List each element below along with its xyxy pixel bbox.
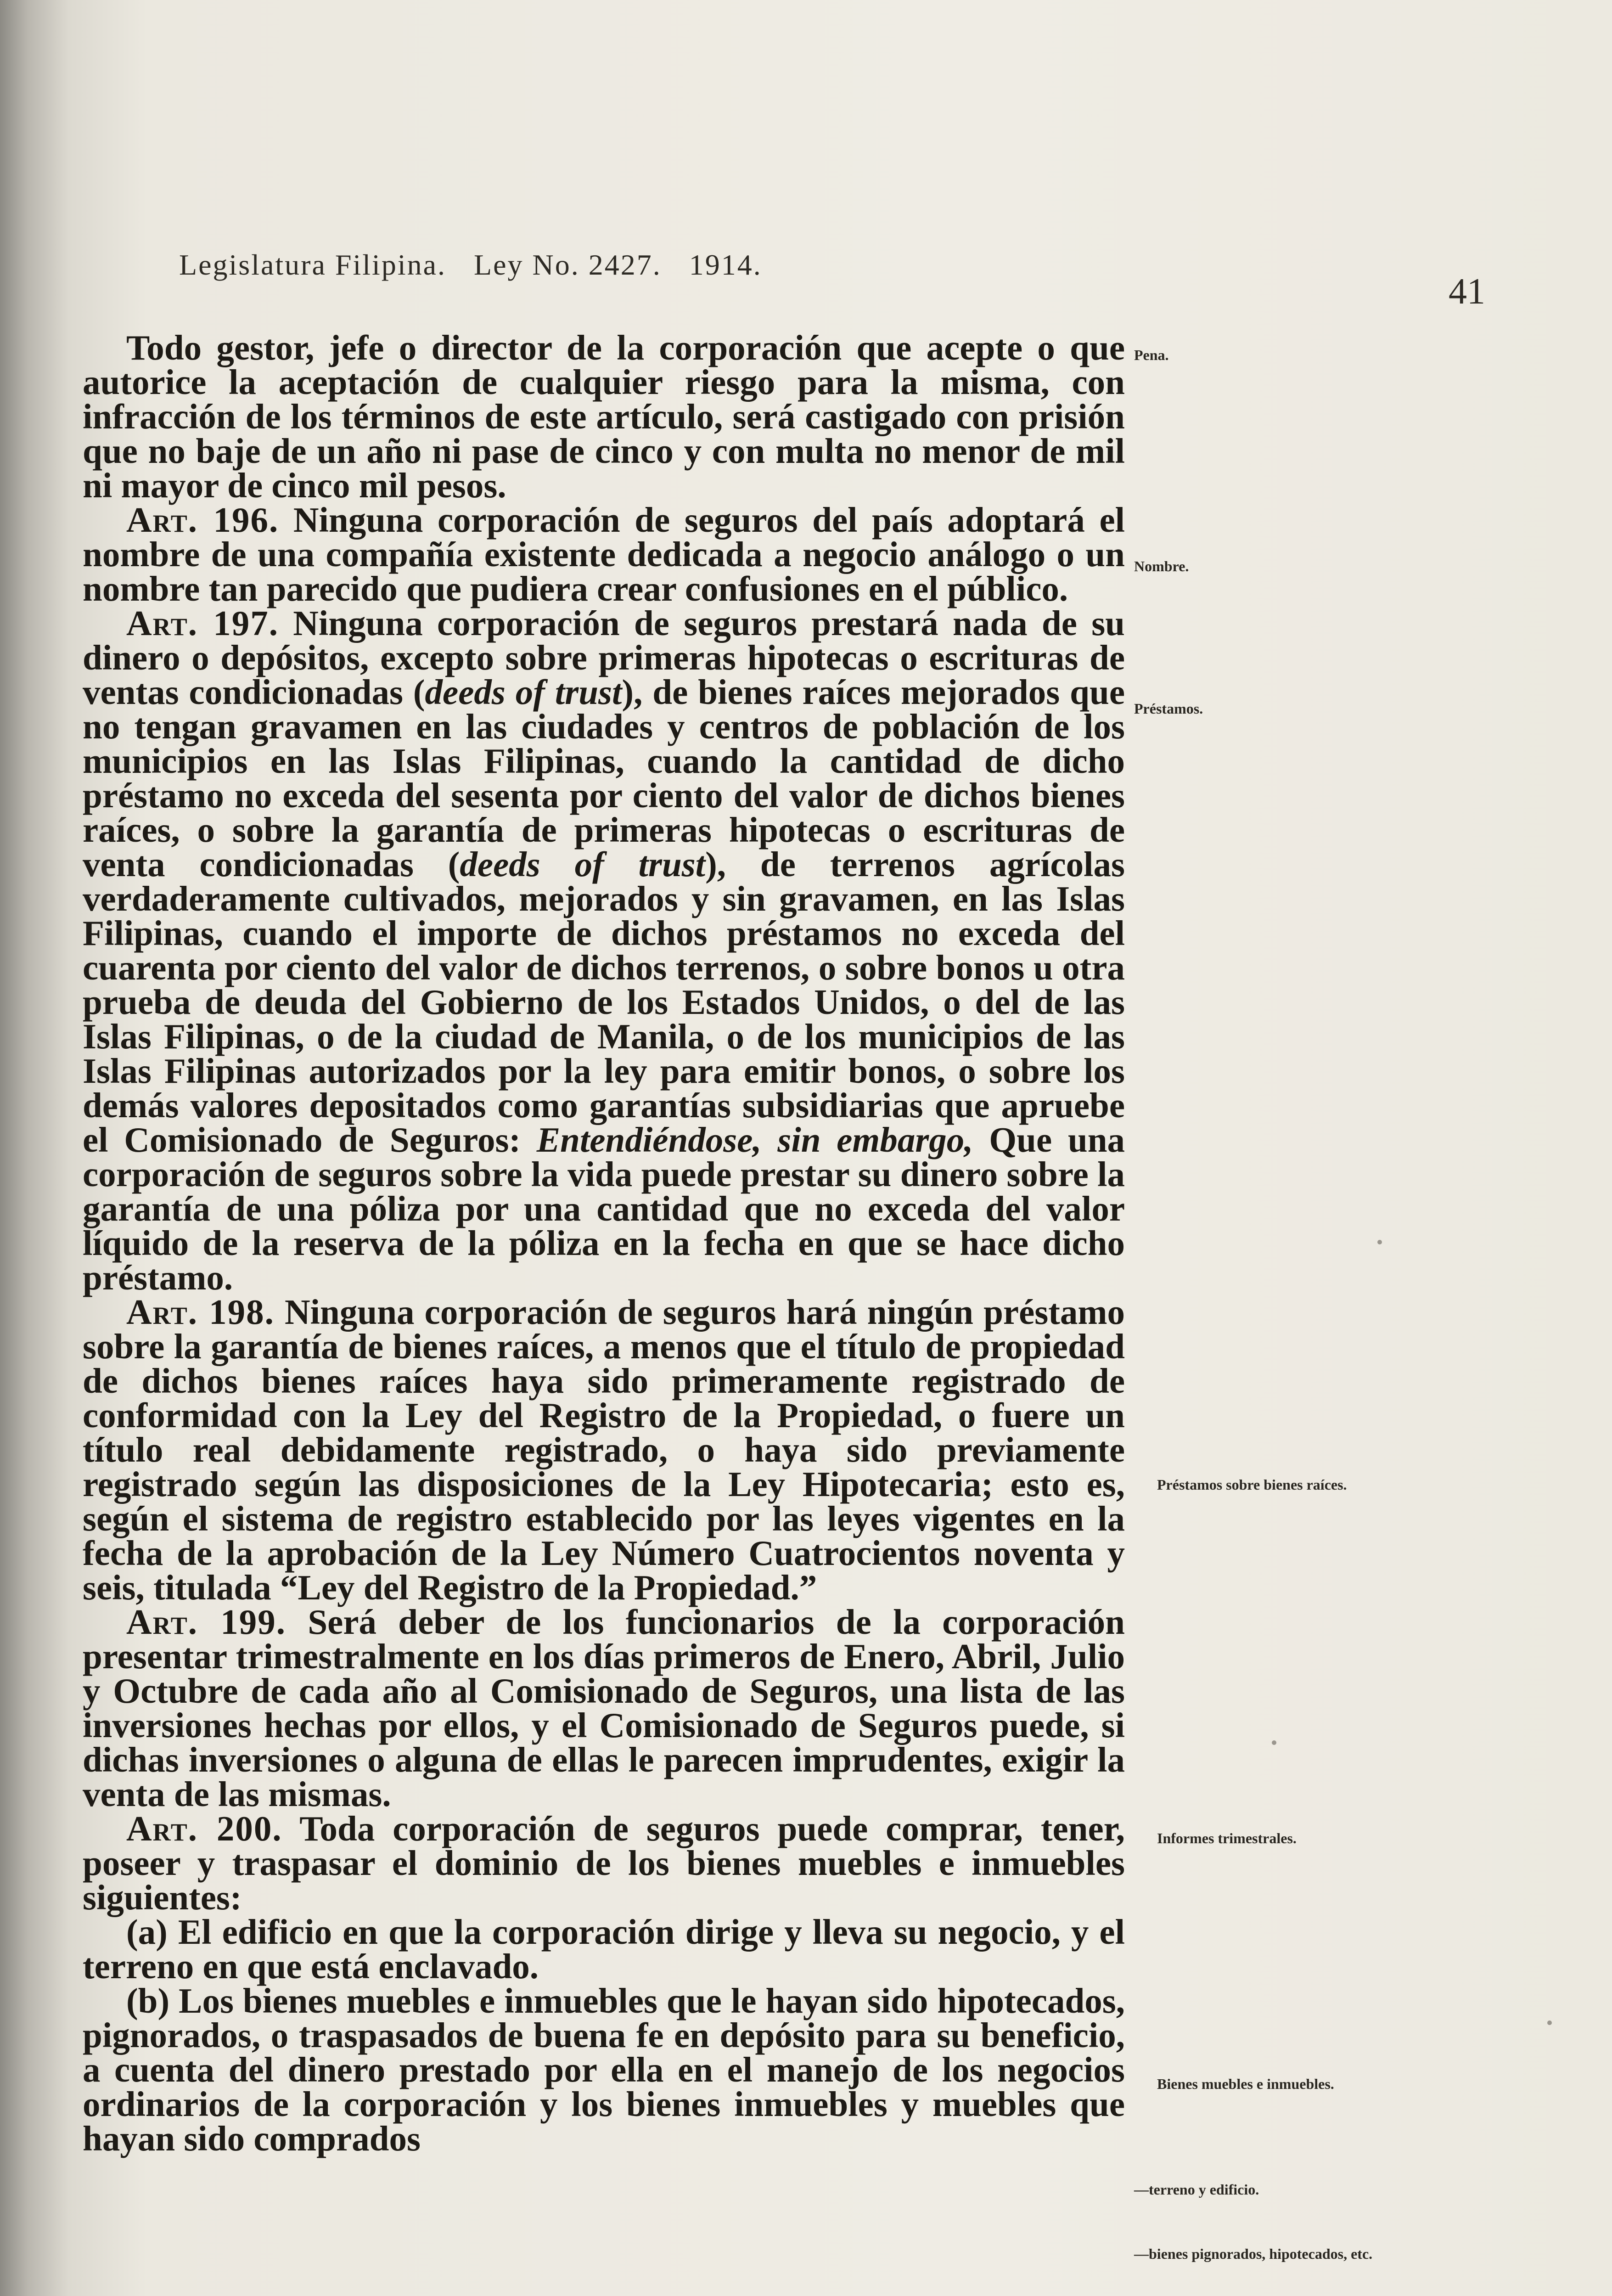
article-label: Art. 196. xyxy=(126,500,279,540)
article-197: Art. 197. Ninguna corporación de seguros prestará nada de su dinero o depósitos, excepto sobre primeras hipotecas o escrituras de ventas condicionadas (deeds of trust), de bienes raíces mejorados que no tengan gravamen en las ciudades y centros de población de los municipios en las Islas Filipinas, cuando la cantidad de dicho préstamo no exceda del sesenta por ciento del valor de dichos bienes raíces, o sobre la garantía de primeras hipotecas o escrituras de venta condicionadas (deeds of trust), de terrenos agrícolas verdaderamente cultivados, mejorados y sin gravamen, en las Islas Filipinas, cuando el importe de dichos préstamos no exceda del cuarenta por ciento del valor de dichos terrenos, o sobre bonos u otra prueba de deuda del Gobierno de los Estados Unidos, o del de las Islas Filipinas, o de la ciudad de Manila, o de los municipios de las Islas Filipinas autorizados por la ley para emitir bonos, o sobre los demás valores depositados como garantías subsidiarias que apruebe el Comisionado de Seguros: Entendiéndose, sin embargo, Que una corporación de seguros sobre la vida puede prestar su dinero sobre la garantía de una póliza por una cantidad que no exceda del valor líquido de la reserva de la póliza en la fecha en que se hace dicho préstamo. xyxy=(83,603,1125,1297)
margin-note-pena: Pena. xyxy=(1134,347,1169,363)
article-label: Art. 197. xyxy=(126,603,279,643)
header-law: Ley No. 2427. xyxy=(474,248,662,281)
page-number: 41 xyxy=(1449,271,1485,312)
paragraph-penalty: Todo gestor, jefe o director de la corporación que acepte o que autorice la aceptación de cualquier riesgo para la misma, con infracción de los términos de este artículo, será castigado con prisión que no baje de un año ni pase de cinco y con multa no menor de mil ni mayor de cinco mil pesos. xyxy=(83,328,1125,505)
article-196: Art. 196. Ninguna corporación de seguros del país adoptará el nombre de una compañía existente dedicada a negocio análogo o un nombre tan parecido que pudiera crear confusiones en el público. xyxy=(83,500,1125,608)
margin-note-pignorados: —bienes pignorados, hipotecados, etc. xyxy=(1134,2245,1373,2262)
margin-note-prestamos: Préstamos. xyxy=(1134,700,1203,717)
header-year: 1914. xyxy=(689,248,762,281)
header-legislature: Legislatura Filipina. xyxy=(179,248,446,281)
article-198: Art. 198. Ninguna corporación de seguros hará ningún préstamo sobre la garantía de bienes raíces, a menos que el título de propiedad de dichos bienes raíces haya sido primeramente registrado de conformidad con la Ley del Registro de la Propiedad, o fuere un título real debidamente registrado, o haya sido previamente registrado según las disposiciones de la Ley Hipotecaria; esto es, según el sistema de registro establecido por las leyes vigentes en la fecha de la aprobación de la Ley Número Cuatrocientos noventa y seis, titulada “Ley del Registro de la Propiedad.” xyxy=(83,1292,1125,1607)
article-200: Art. 200. Toda corporación de seguros puede comprar, tener, poseer y traspasar el dominio de los bienes muebles e inmuebles siguientes: xyxy=(83,1809,1125,1917)
article-200-item-a: (a) El edificio en que la corporación dirige y lleva su negocio, y el terreno en que está enclavado. xyxy=(83,1912,1125,1986)
margin-note-nombre: Nombre. xyxy=(1134,558,1189,574)
paper-speck xyxy=(1377,1240,1382,1244)
margin-note-informes: Informes trimestrales. xyxy=(1157,1830,1297,1846)
article-200-item-b: (b) Los bienes muebles e inmuebles que le hayan sido hipotecados, pignorados, o traspasados de buena fe en depósito para su beneficio, a cuenta del dinero prestado por ella en el manejo de los negocios ordinarios de la corporación y los bienes inmuebles y muebles que hayan sido comprados xyxy=(83,1981,1125,2158)
paper-speck xyxy=(1272,1740,1276,1745)
margin-note-terreno: —terreno y edificio. xyxy=(1134,2181,1259,2198)
margin-note-prestamos-bienes: Préstamos sobre bienes raíces. xyxy=(1157,1476,1347,1493)
article-label: Art. 199. xyxy=(126,1602,286,1642)
paper-speck xyxy=(1547,2020,1552,2025)
article-label: Art. 198. xyxy=(126,1292,275,1332)
article-label: Art. 200. xyxy=(126,1809,282,1848)
running-header xyxy=(179,248,1419,282)
body-text xyxy=(83,328,1125,2158)
margin-note-bienes: Bienes muebles e inmuebles. xyxy=(1157,2076,1334,2092)
article-199: Art. 199. Será deber de los funcionarios de la corporación presentar trimestralmente en los días primeros de Enero, Abril, Julio y Octubre de cada año al Comisionado de Seguros, una lista de las inversiones hechas por ellos, y el Comisionado de Seguros puede, si dichas inversiones o alguna de ellas le parecen imprudentes, exigir la venta de las mismas. xyxy=(83,1602,1125,1814)
